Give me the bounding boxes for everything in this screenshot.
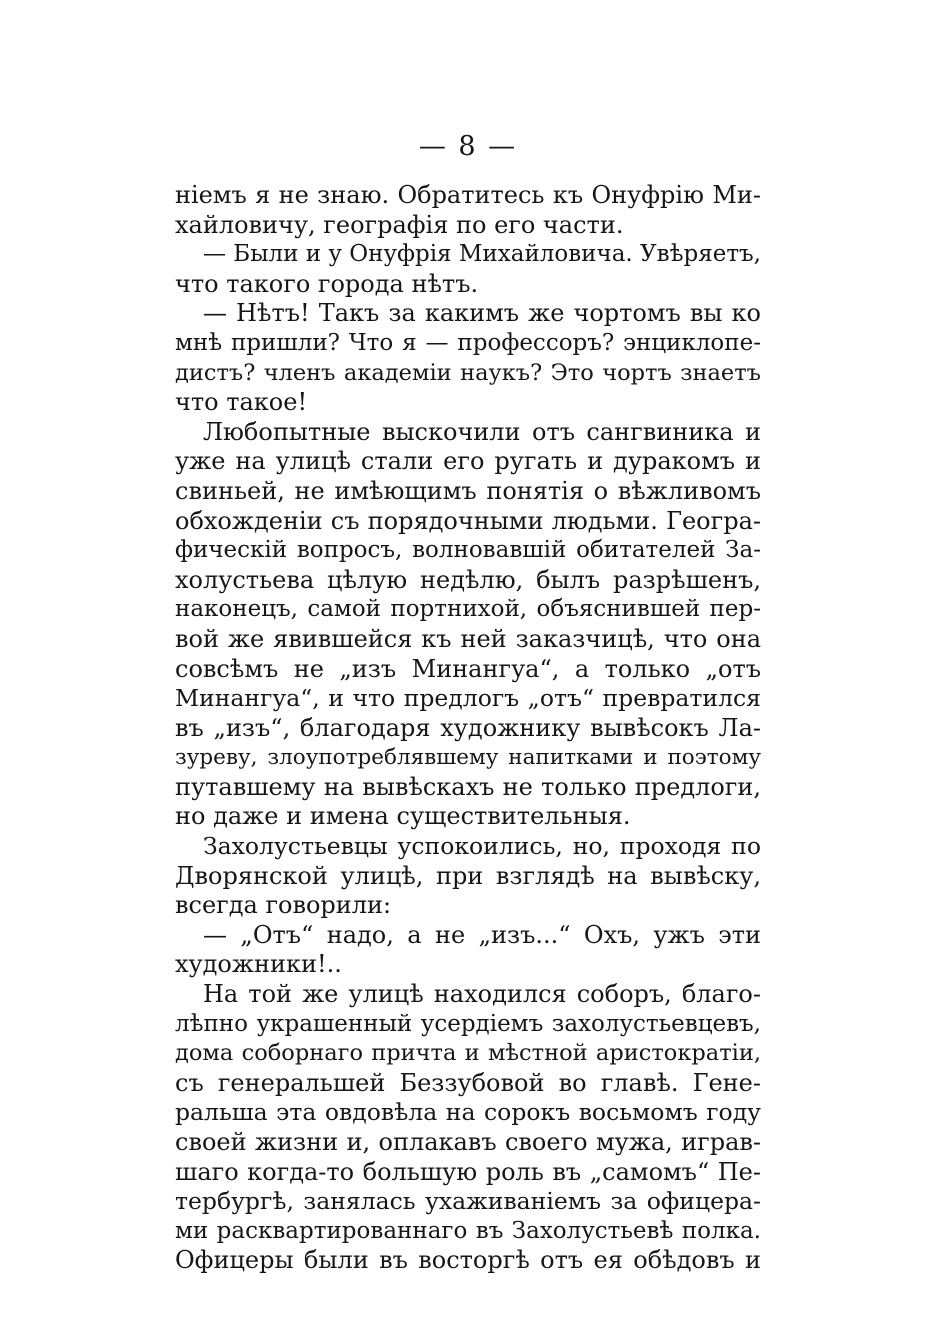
text-line: художники!..: [175, 950, 342, 979]
text-line: ніемъ я не знаю. Обратитесь къ Онуфрію Ми-: [175, 181, 761, 209]
text-line: Офицеры были въ восторгѣ отъ ея обѣдовъ и: [175, 1246, 761, 1275]
page-number: — 8 —: [418, 131, 518, 162]
text-line: дистъ? членъ академіи наукъ? Это чортъ знаетъ: [175, 359, 761, 386]
text-line: тербургѣ, занялась ухаживаніемъ за офицера-: [175, 1187, 761, 1216]
text-line: что такого города нѣтъ.: [175, 269, 479, 298]
text-line: Минангуа“, и что предлогъ „отъ“ превратился: [175, 684, 761, 713]
text-line: своей жизни и, оплакавъ своего мужа, играв-: [175, 1128, 761, 1156]
text-line: — Нѣтъ! Такъ за какимъ же чортомъ вы ко: [203, 299, 761, 328]
text-line: Захолустьевцы успокоились, но, проходя по: [203, 832, 761, 861]
text-line: ральша эта овдовѣла на сорокъ восьмомъ году: [175, 1098, 761, 1127]
text-line: лѣпно украшенный усердіемъ захолустьевцевъ,: [175, 1010, 761, 1037]
text-line: путавшему на вывѣскахъ не только предлоги,: [175, 772, 761, 801]
text-line: ми расквартированнаго въ Захолустьевѣ полка.: [175, 1217, 761, 1244]
body-text: [175, 181, 761, 1276]
text-line: Любопытные выскочили отъ сангвиника и: [203, 417, 761, 446]
text-line: вой же явившейся къ ней заказчицѣ, что она: [175, 624, 761, 653]
text-line: наконецъ, самой портнихой, объяснившей пер-: [175, 596, 761, 623]
text-line: свиньей, не имѣющимъ понятія о вѣжливомъ: [175, 476, 761, 505]
text-line: — „Отъ“ надо, а не „изъ...“ Охъ, ужъ эти: [203, 920, 761, 949]
text-line: что такое!: [175, 388, 308, 417]
text-line: мнѣ пришли? Что я — профессоръ? энциклопе-: [175, 329, 761, 356]
text-line: но даже и имена существительныя.: [175, 802, 631, 831]
text-line: шаго когда-то большую роль въ „самомъ“ Пе-: [175, 1157, 761, 1186]
text-line: дома соборнаго причта и мѣстной аристократіи,: [175, 1040, 761, 1067]
text-line: Дворянской улицѣ, при взглядѣ на вывѣску,: [175, 861, 761, 890]
text-line: въ „изъ“, благодаря художнику вывѣсокъ Ла-: [175, 713, 761, 742]
text-line: совсѣмъ не „изъ Минангуа“, а только „отъ: [175, 654, 761, 683]
text-line: всегда говорили:: [175, 891, 392, 920]
text-line: На той же улицѣ находился соборъ, благо-: [203, 980, 761, 1009]
text-line: съ генеральшей Беззубовой во главѣ. Гене-: [175, 1068, 761, 1097]
text-line: уже на улицѣ стали его ругать и дуракомъ и: [175, 447, 761, 476]
text-line: фическій вопросъ, волновавшій обитателей За-: [175, 537, 761, 564]
text-line: зуреву, злоупотреблявшему напитками и поэтому: [175, 745, 761, 771]
text-line: — Были и у Онуфрія Михайловича. Увѣряетъ,: [203, 241, 761, 268]
text-line: обхожденіи съ порядочными людьми. Геогра-: [175, 506, 761, 535]
text-line: холустьева цѣлую недѣлю, былъ разрѣшенъ,: [175, 565, 761, 594]
text-line: хайловичу, географія по его части.: [175, 210, 624, 239]
